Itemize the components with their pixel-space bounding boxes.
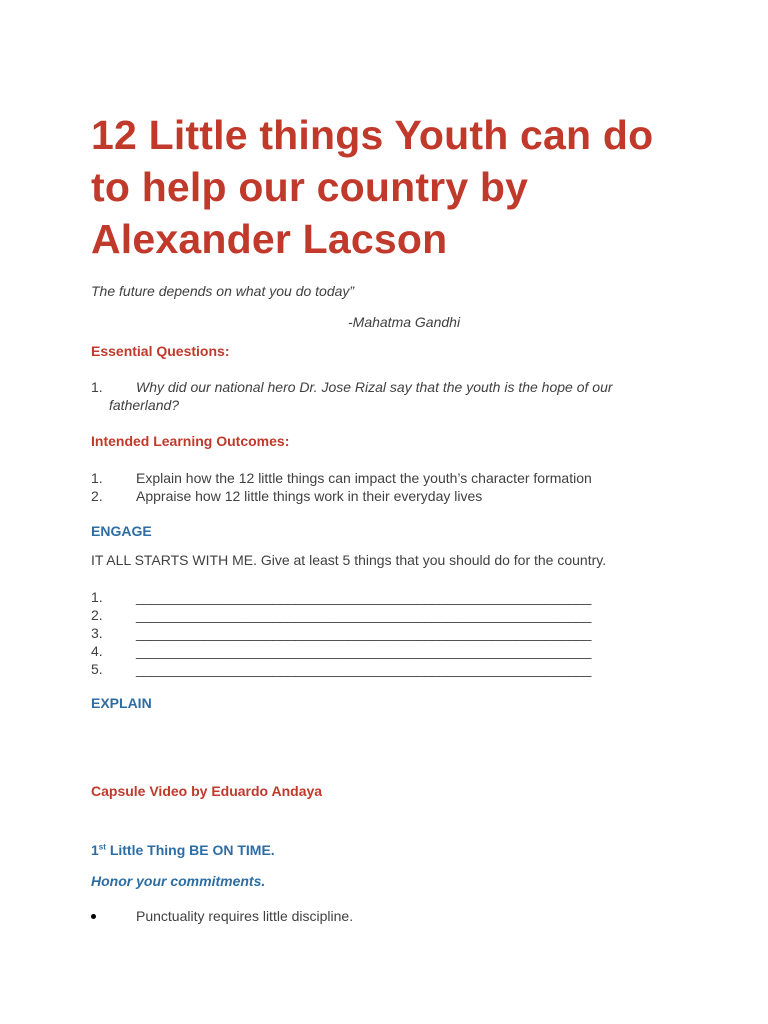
blank-number: 5. <box>91 661 103 677</box>
little-thing-subheading: Honor your commitments. <box>91 873 266 889</box>
answer-blank-line[interactable]: ____________________________________________________________ <box>136 607 592 623</box>
blank-number: 1. <box>91 589 103 605</box>
question-text-line1: Why did our national hero Dr. Jose Rizal say that the youth is the hope of our <box>136 379 613 395</box>
engage-heading: ENGAGE <box>91 523 152 539</box>
explain-heading: EXPLAIN <box>91 695 152 711</box>
answer-blank-line[interactable]: ____________________________________________________________ <box>136 661 592 677</box>
bullet-dot <box>91 914 96 919</box>
outcome-text: Explain how the 12 little things can impact the youth’s character formation <box>136 470 592 486</box>
quote-author: -Mahatma Gandhi <box>348 314 461 330</box>
answer-blank-line[interactable]: ____________________________________________________________ <box>136 625 592 641</box>
bullet-text: Punctuality requires little discipline. <box>136 908 354 924</box>
quote-text: The future depends on what you do today” <box>91 283 355 299</box>
little-thing-text: Little Thing BE ON TIME. <box>109 842 275 858</box>
engage-instruction: IT ALL STARTS WITH ME. Give at least 5 things that you should do for the country. <box>91 552 607 568</box>
essential-questions-heading: Essential Questions: <box>91 343 230 359</box>
capsule-video-label: Capsule Video by Eduardo Andaya <box>91 783 323 799</box>
ordinal-suffix: st <box>98 842 106 852</box>
question-number: 1. <box>91 379 103 395</box>
outcome-text: Appraise how 12 little things work in their everyday lives <box>136 488 483 504</box>
blank-number: 2. <box>91 607 103 623</box>
answer-blank-line[interactable]: ____________________________________________________________ <box>136 643 592 659</box>
learning-outcomes-heading: Intended Learning Outcomes: <box>91 433 290 449</box>
question-text-line2: fatherland? <box>109 397 180 413</box>
answer-blank-line[interactable]: ____________________________________________________________ <box>136 589 592 605</box>
outcome-number: 2. <box>91 488 103 504</box>
blank-number: 4. <box>91 643 103 659</box>
little-thing-number: 1 <box>91 842 99 858</box>
outcome-number: 1. <box>91 470 103 486</box>
little-thing-heading <box>91 842 275 858</box>
document-title: 12 Little things Youth can do to help our country by Alexander Lacson <box>91 112 654 262</box>
blank-number: 3. <box>91 625 103 641</box>
